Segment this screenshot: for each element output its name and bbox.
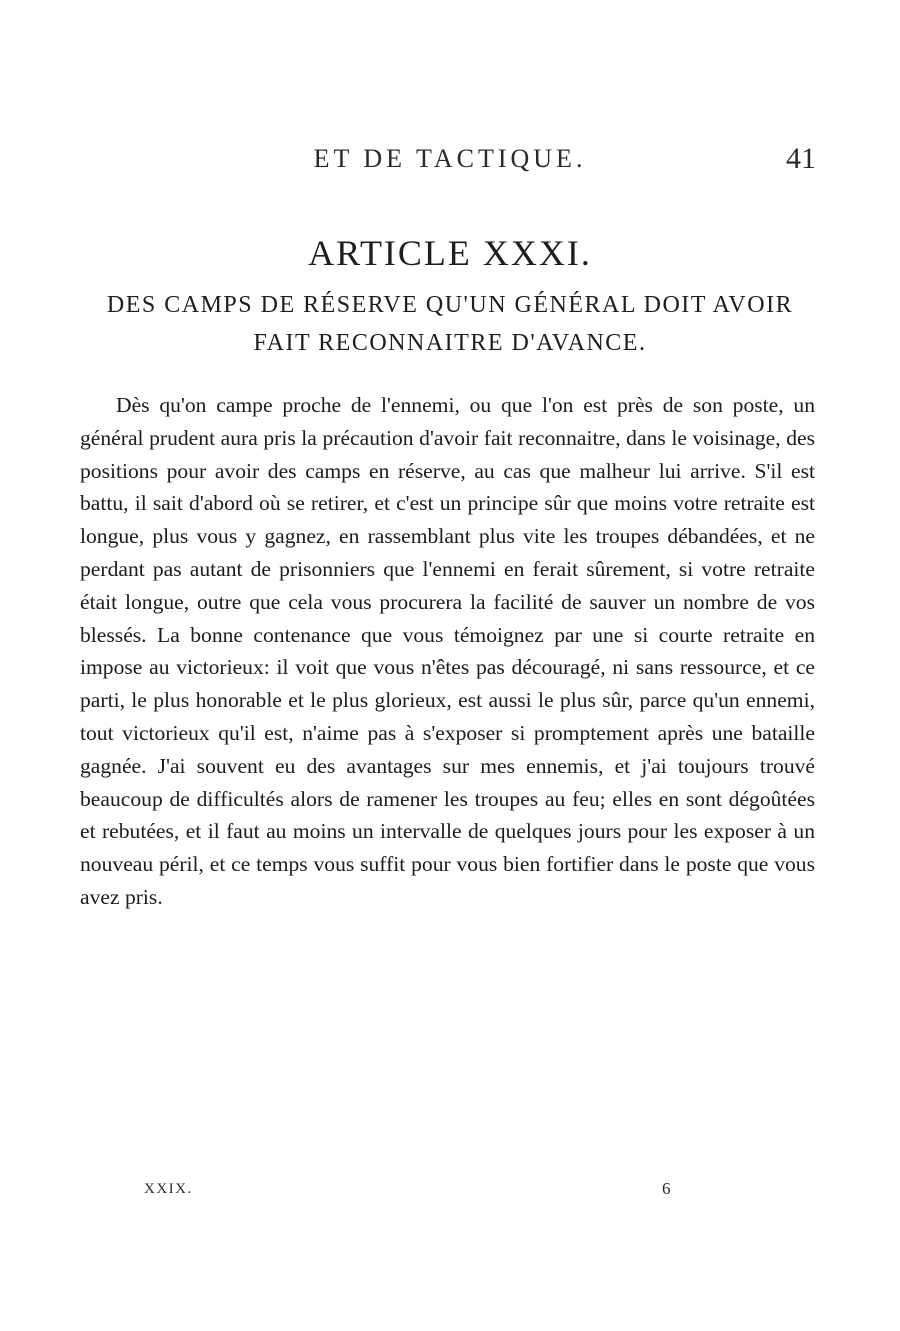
sheet-number: 6	[662, 1179, 671, 1198]
running-title: ET DE TACTIQUE.	[313, 144, 587, 173]
page-number: 41	[786, 142, 816, 175]
article-subtitle: DES CAMPS DE RÉSERVE QU'UN GÉNÉRAL DOIT AVOIR FAIT RECONNAITRE D'AVANCE.	[106, 292, 794, 356]
signature-mark: XXIX.	[144, 1181, 193, 1197]
body-paragraph: Dès qu'on campe proche de l'ennemi, ou que l'on est près de son poste, un général prudent aura pris la précaution d'avoir fait reconnaitre, dans le voisinage, des positions pour avoir des camps en réserve, au cas que malheur lui arrive. S'il est battu, il sait d'abord où se retirer, et c'est un principe sûr que moins votre retraite est longue, plus vous y gagnez, en rassemblant plus vite les troupes débandées, et ne perdant pas autant de prisonniers que l'ennemi en ferait sûrement, si votre retraite était longue, outre que cela vous procurera la facilité de sauver un nombre de vos blessés. La bonne contenance que vous témoignez par une si courte retraite en impose au victorieux: il voit que vous n'êtes pas découragé, ni sans ressource, et ce parti, le plus honorable et le plus glorieux, est aussi le plus sûr, parce qu'un ennemi, tout victorieux qu'il est, n'aime pas à s'exposer si promptement après une bataille gagnée. J'ai souvent eu des avantages sur mes ennemis, et j'ai toujours trouvé beaucoup de difficultés alors de ramener les troupes au feu; elles en sont dégoûtées et rebutées, et il faut au moins un intervalle de quelques jours pour les exposer à un nouveau péril, et ce temps vous suffit pour vous bien fortifier dans le poste que vous avez pris.	[80, 393, 815, 909]
running-head	[0, 140, 900, 180]
article-title: ARTICLE XXXI.	[308, 233, 592, 273]
